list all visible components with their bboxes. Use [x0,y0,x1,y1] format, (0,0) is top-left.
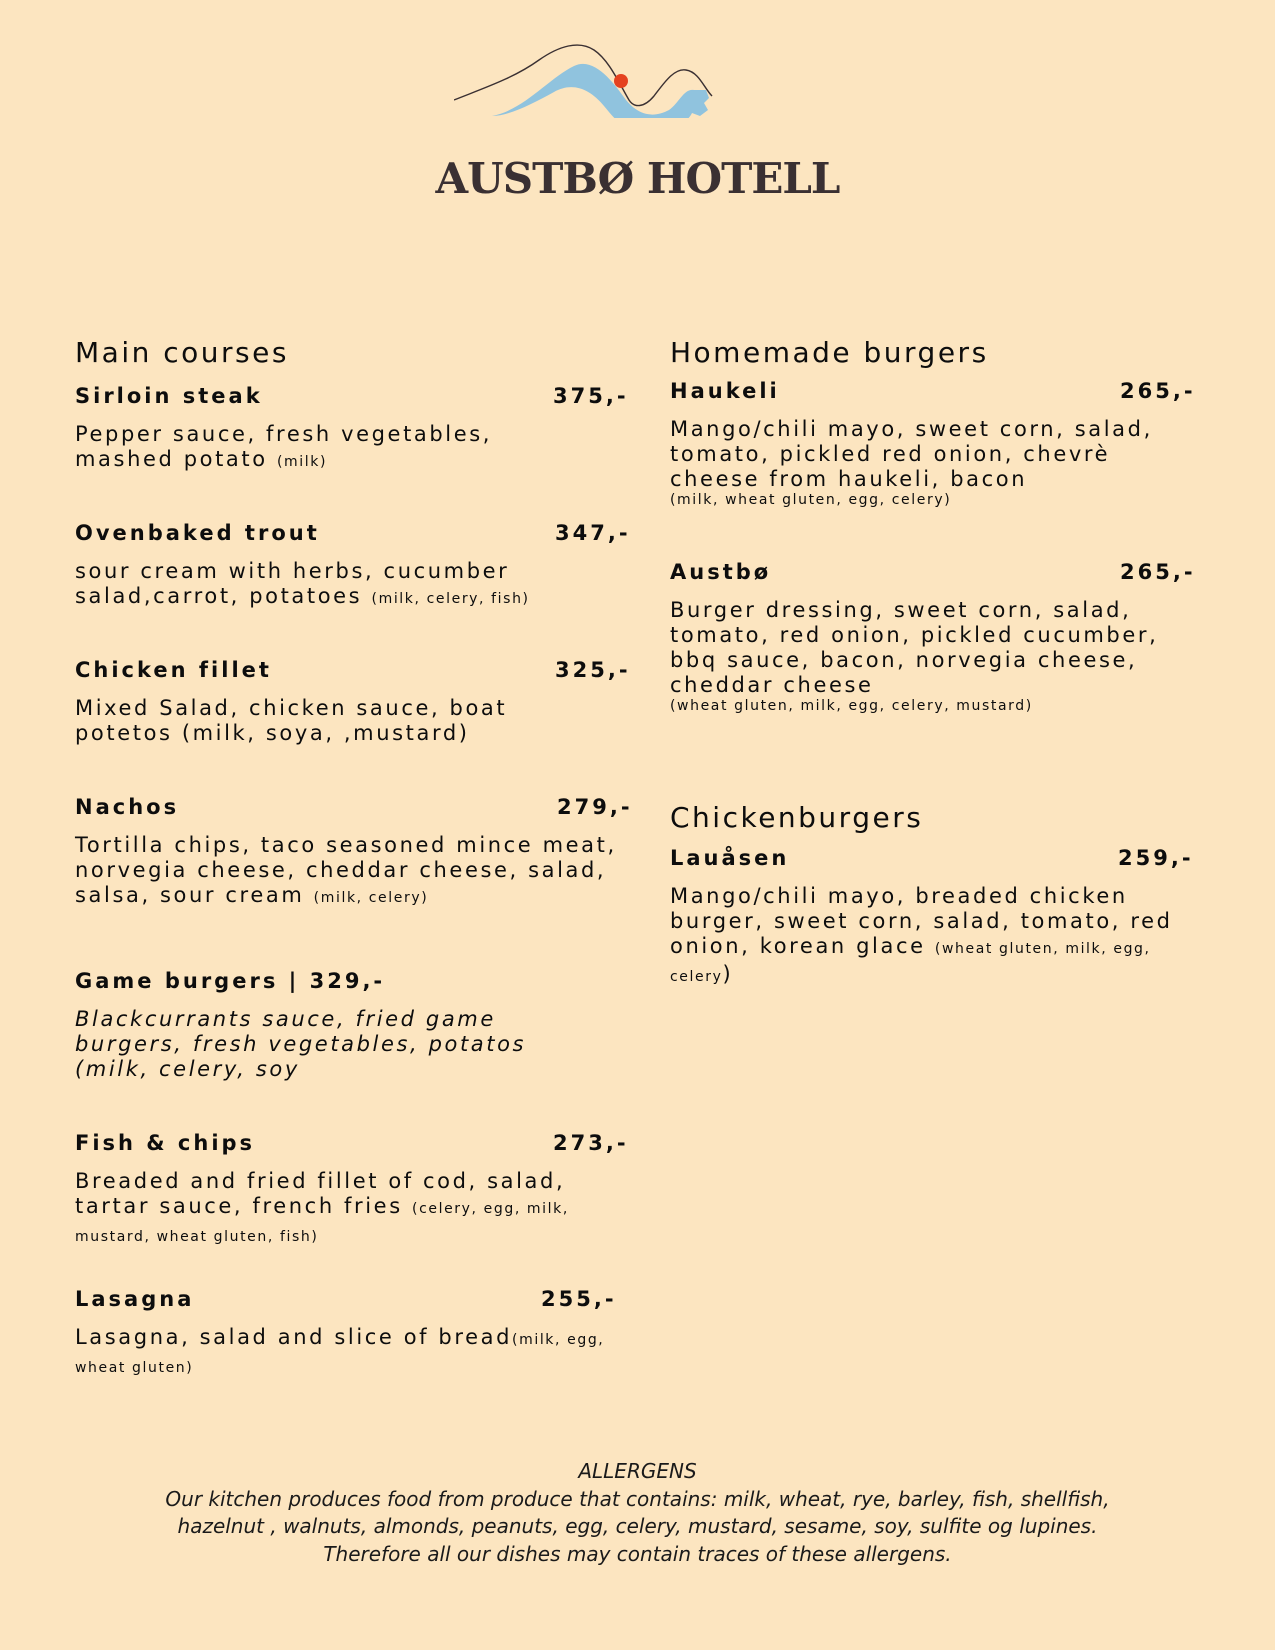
allergens-close-paren: ) [722,962,734,986]
menu-item-nachos [75,795,635,911]
item-price: 325,- [555,658,631,682]
menu-item-sirloin-steak [75,384,635,475]
item-name: Austbø [670,560,772,584]
section-title-chickenburgers: Chickenburgers [670,801,924,834]
item-name: Haukeli [670,379,780,403]
allergens-heading: ALLERGENS [578,1459,697,1483]
item-description: Pepper sauce, fresh vegetables, mashed potato (milk) [75,422,493,471]
allergens-notice [150,1458,1125,1568]
item-name: Ovenbaked trout [75,521,320,545]
item-description: Mango/chili mayo, sweet corn, salad, tomato, pickled red onion, chevrè cheese from haukeli, bacon (milk, wheat gluten, egg, celery) [670,417,1170,508]
menu-item-ovenbaked-trout [75,521,635,612]
item-description: Blackcurrants sauce, fried game burgers, fresh vegetables, potatos (milk, celery, soy [75,1007,527,1081]
item-name: Nachos [75,795,180,819]
item-price: 265,- [1120,560,1196,584]
item-name: Fish & chips [75,1131,256,1155]
item-description: Mixed Salad, chicken sauce, boat potetos (milk, soya, ,mustard) [75,696,508,745]
item-allergens: (milk, wheat gluten, egg, celery) [670,492,952,508]
item-price: 347,- [555,521,631,545]
item-price: 375,- [553,384,629,408]
item-description: Breaded and fried fillet of cod, salad, tartar sauce, french fries (celery, egg, milk, mustard, wheat gluten, fish) [75,1169,569,1245]
item-description: Mango/chili mayo, breaded chicken burger, sweet corn, salad, tomato, red onion, korean glace (wheat gluten, milk, egg, celery) [670,884,1173,986]
allergens-text: Our kitchen produces food from produce that contains: milk, wheat, rye, barley, fish, shellfish, hazelnut , walnuts, almonds, peanuts, egg, celery, mustard, sesame, soy, sulfite og lupines. [165,1486,1110,1538]
item-price: 259,- [1118,846,1194,870]
item-name: Lasagna [75,1287,195,1311]
item-description: sour cream with herbs, cucumber salad,carrot, potatoes (milk, celery, fish) [75,559,530,608]
item-price: 265,- [1120,379,1196,403]
item-allergens: (milk, celery) [313,890,429,906]
item-name: Chicken fillet [75,658,272,682]
hotel-name: AUSTBØ HOTELL [435,154,840,203]
item-name: Game burgers | 329,- [75,969,386,993]
item-allergens: (milk, celery, fish) [371,591,530,607]
item-price: 273,- [553,1131,629,1155]
menu-item-chicken-fillet [75,658,635,746]
mountain-river-sun-logo [454,38,764,118]
menu-item-game-burgers [75,969,635,1082]
item-description: Tortilla chips, taco seasoned mince meat, norvegia cheese, cheddar cheese, salad, salsa, sour cream (milk, celery) [75,833,617,907]
item-price: 279,- [557,795,633,819]
item-allergens: (wheat gluten, milk, egg, celery, mustard) [670,698,1033,714]
item-name: Sirloin steak [75,384,263,408]
section-title-homemade-burgers: Homemade burgers [670,336,989,369]
section-title-main-courses: Main courses [75,336,289,369]
item-name: Lauåsen [670,846,790,870]
allergens-note: Therefore all our dishes may contain traces of these allergens. [323,1541,952,1566]
item-description: Lasagna, salad and slice of bread(milk, egg, wheat gluten) [75,1325,605,1376]
item-description: Burger dressing, sweet corn, salad, tomato, red onion, pickled cucumber, bbq sauce, bacon, norvegia cheese, cheddar cheese (wheat gluten, milk, egg, celery, mustard) [670,598,1185,714]
menu-item-haukeli [670,379,1200,508]
menu-item-lauasen [670,846,1200,990]
menu-item-fish-and-chips [75,1131,635,1250]
menu-item-lasagna [75,1287,635,1381]
item-allergens: (celery, egg, milk, mustard, wheat gluten, fish) [75,1201,569,1245]
item-price: 255,- [541,1287,617,1311]
menu-item-austbo [670,560,1200,714]
item-allergens: (wheat gluten, milk, egg, celery [670,941,1151,985]
item-allergens: (milk) [276,454,328,470]
item-allergens: (milk, egg, wheat gluten) [75,1332,605,1376]
